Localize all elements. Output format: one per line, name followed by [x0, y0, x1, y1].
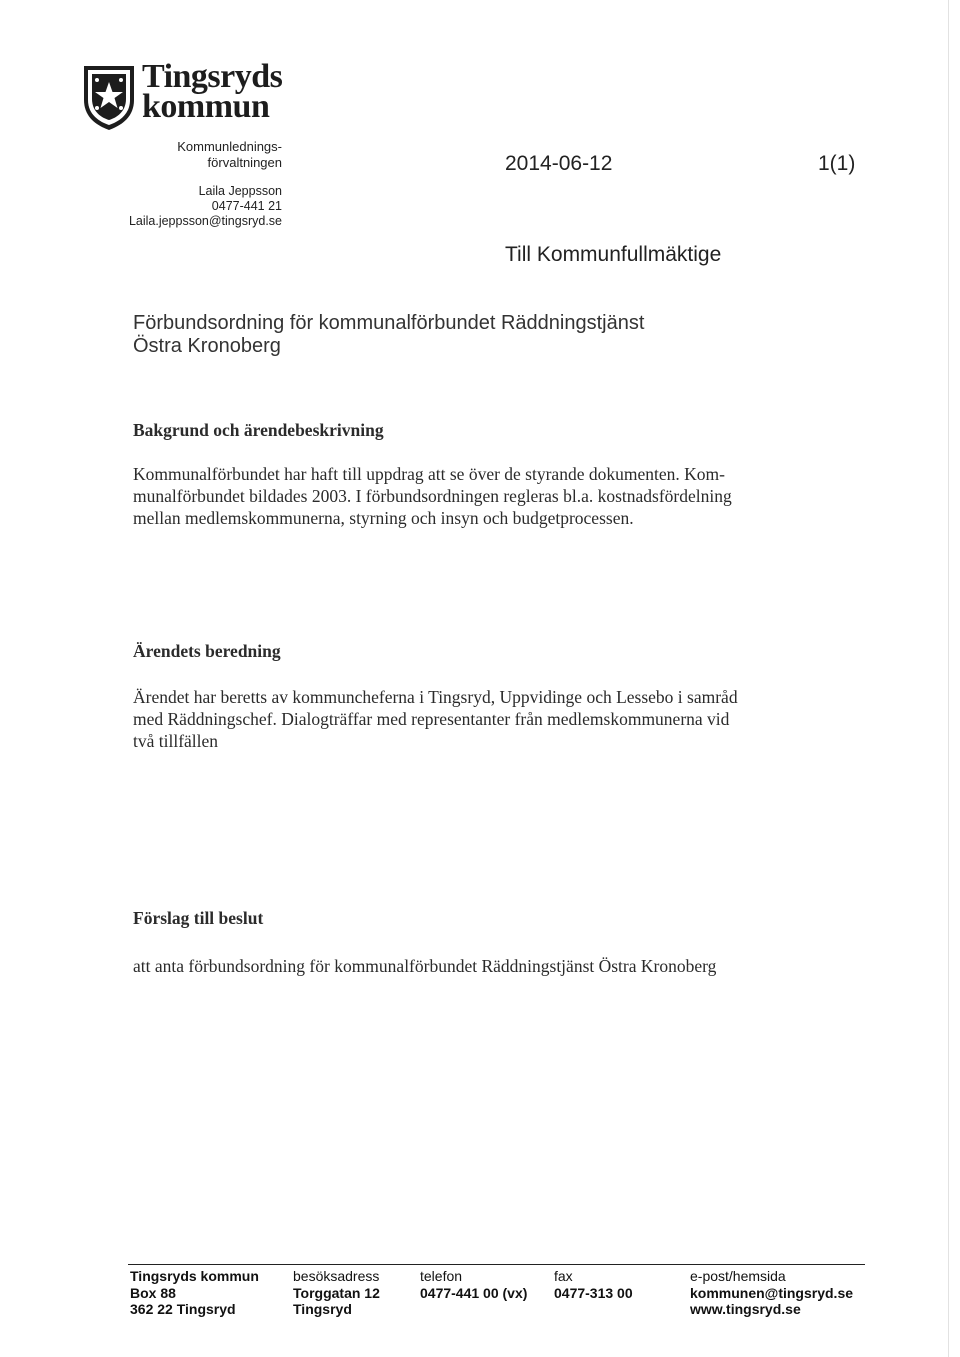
- background-line-2: munalförbundet bildades 2003. I förbundsordningen regleras bl.a. kostnadsfördelning: [133, 486, 732, 506]
- footer-org-name: Tingsryds kommun: [130, 1268, 259, 1284]
- footer-fax-number: 0477-313 00: [554, 1284, 633, 1301]
- footer-email: kommunen@tingsryd.se: [690, 1284, 854, 1301]
- municipality-logo: [80, 58, 310, 132]
- proposal-heading: Förslag till beslut: [133, 908, 264, 928]
- background-line-3: mellan medlemskommunerna, styrning och insyn och budgetprocessen.: [133, 508, 634, 528]
- footer-box: Box 88: [130, 1284, 176, 1301]
- footer-city: Tingsryd: [293, 1301, 352, 1317]
- footer-street: Torggatan 12: [293, 1284, 380, 1301]
- preparation-line-3: två tillfällen: [133, 731, 219, 751]
- sender-department: [177, 139, 282, 171]
- preparation-line-1: Ärendet har beretts av kommuncheferna i Tingsryd, Uppvidinge och Lessebo i samråd: [133, 687, 738, 707]
- sender-phone: 0477-441 21: [211, 199, 282, 213]
- footer-fax: [554, 1268, 633, 1301]
- department-line-2: förvaltningen: [207, 155, 282, 170]
- preparation-paragraph: [133, 686, 813, 752]
- footer-web-label: e-post/hemsida: [690, 1268, 786, 1284]
- background-line-1: Kommunalförbundet har haft till uppdrag att se över de styrande dokumenten. Kom-: [133, 464, 725, 484]
- background-heading: Bakgrund och ärendebeskrivning: [133, 420, 384, 440]
- page-edge-line: [948, 0, 949, 1357]
- footer-visit: [293, 1268, 380, 1318]
- logo-line-2: kommun: [142, 88, 270, 125]
- preparation-line-2: med Räddningschef. Dialogträffar med representanter från medlemskommunerna vid: [133, 709, 730, 729]
- department-line-1: Kommunlednings-: [177, 139, 282, 154]
- footer-phone: [420, 1268, 527, 1301]
- document-title: [133, 312, 644, 358]
- footer-divider: [128, 1264, 865, 1265]
- footer-visit-label: besöksadress: [293, 1268, 380, 1284]
- recipient: Till Kommunfullmäktige: [505, 243, 722, 266]
- title-line-2: Östra Kronoberg: [133, 335, 281, 357]
- footer-phone-number: 0477-441 00 (vx): [420, 1284, 528, 1301]
- sender-email: Laila.jeppsson@tingsryd.se: [128, 214, 282, 228]
- proposal-text: att anta förbundsordning för kommunalförbundet Räddningstjänst Östra Kronoberg: [133, 956, 717, 976]
- footer-postal: 362 22 Tingsryd: [130, 1301, 236, 1317]
- sender-contact: [129, 184, 282, 229]
- preparation-heading: Ärendets beredning: [133, 641, 281, 661]
- page-number: 1(1): [818, 152, 856, 175]
- footer-address: [130, 1268, 259, 1318]
- footer-website: www.tingsryd.se: [690, 1301, 801, 1317]
- document-date: 2014-06-12: [505, 152, 613, 175]
- footer-fax-label: fax: [554, 1268, 573, 1284]
- proposal-paragraph: [133, 955, 813, 977]
- coat-of-arms-icon: [80, 62, 138, 132]
- background-paragraph: [133, 463, 813, 529]
- sender-name: Laila Jeppsson: [198, 184, 282, 198]
- logo-line-1: Tingsryds: [142, 58, 283, 95]
- logo-wordmark: [142, 58, 283, 125]
- title-line-1: Förbundsordning för kommunalförbundet Räddningstjänst: [133, 312, 645, 334]
- footer-web: [690, 1268, 853, 1318]
- footer-phone-label: telefon: [420, 1268, 463, 1284]
